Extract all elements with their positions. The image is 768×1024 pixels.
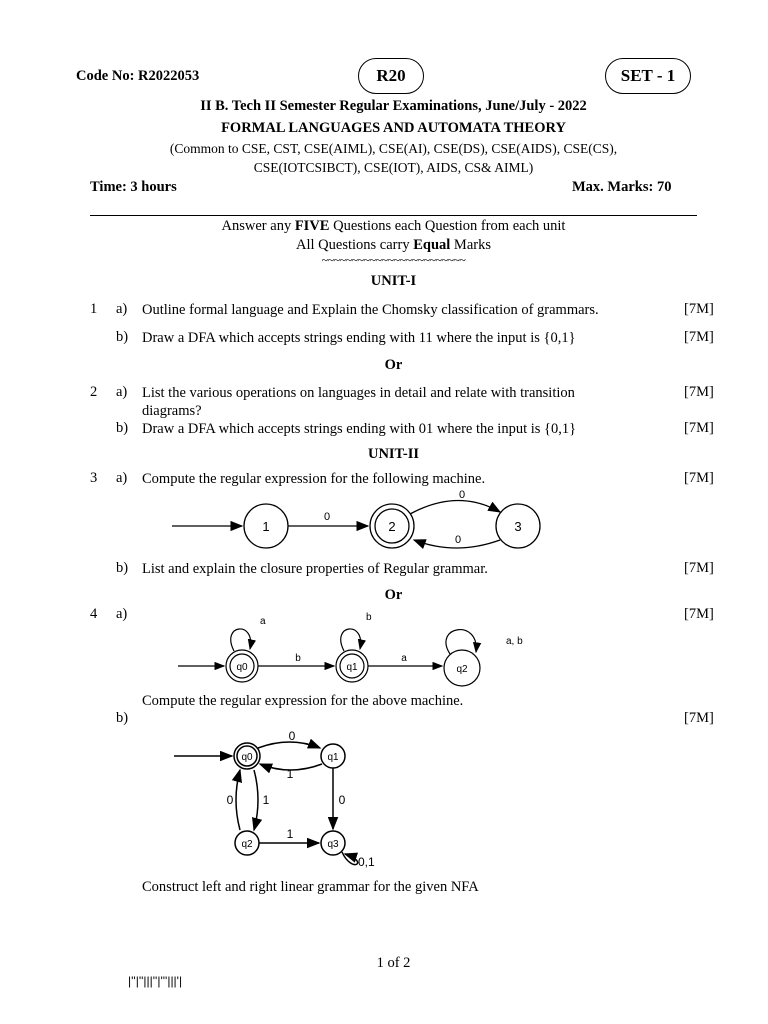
question-3a-text: Compute the regular expression for the following machine.	[142, 471, 486, 487]
self-loop	[231, 629, 251, 651]
question-part-label: a)	[116, 470, 128, 486]
question-2b-text: Draw a DFA which accepts strings ending with 01 where the input is {0,1}	[142, 421, 577, 437]
transition-label: 0	[288, 729, 296, 743]
self-loop	[342, 852, 358, 865]
question-1b-text: Draw a DFA which accepts strings ending with 11 where the input is {0,1}	[142, 330, 576, 346]
transition-arrow	[236, 770, 240, 830]
question-number: 2	[90, 384, 98, 400]
state-label: 1	[262, 519, 270, 534]
instruction-emphasis: Equal	[413, 237, 451, 253]
transition-label: a	[260, 616, 266, 627]
instruction-emphasis: FIVE	[294, 218, 330, 234]
instruction-text: Marks	[450, 237, 491, 253]
set-badge: SET - 1	[605, 58, 691, 94]
question-marks: [7M]	[684, 470, 714, 486]
state-label: q1	[327, 752, 339, 763]
question-1a-text: Outline formal language and Explain the Chomsky classification of grammars.	[142, 302, 599, 318]
question-marks: [7M]	[684, 710, 714, 726]
question-marks: [7M]	[684, 420, 714, 436]
question-4b-text: Construct left and right linear grammar for the given NFA	[142, 879, 479, 895]
question-number: 3	[90, 470, 98, 486]
transition-label: 0	[458, 490, 466, 501]
question-marks: [7M]	[684, 606, 714, 622]
question-part-label: a)	[116, 606, 128, 622]
question-part-label: b)	[116, 710, 129, 726]
transition-label: 0,1	[358, 855, 375, 869]
question-marks: [7M]	[684, 301, 714, 317]
question-2a-text: List the various operations on languages in detail and relate with transition diagrams?	[142, 385, 575, 419]
transition-label: 0	[338, 793, 346, 807]
state-label: q3	[327, 839, 339, 850]
question-part-label: a)	[116, 301, 128, 317]
transition-label: 1	[286, 767, 294, 781]
instruction-line2	[90, 237, 697, 254]
instruction-text: All Questions carry	[296, 237, 414, 253]
question-marks: [7M]	[684, 560, 714, 576]
question-part-label: b)	[116, 420, 129, 436]
state-label: q0	[241, 752, 253, 763]
transition-label: 0	[323, 511, 331, 523]
self-loop	[341, 629, 361, 651]
automaton-diagram-2	[170, 606, 540, 692]
state-label: 3	[514, 519, 522, 534]
question-part-label: a)	[116, 384, 128, 400]
page-number: 1 of 2	[376, 955, 411, 971]
transition-label: a	[401, 653, 407, 664]
exam-title: II B. Tech II Semester Regular Examinations, June/July - 2022	[200, 98, 587, 114]
header-divider	[90, 215, 697, 216]
question-number: 4	[90, 606, 98, 622]
transition-label: 0	[454, 534, 462, 546]
common-to-line2: CSE(IOTCSIBCT), CSE(IOT), AIDS, CS& AIML)	[253, 160, 534, 175]
state-label: 2	[388, 519, 396, 534]
question-part-label: b)	[116, 329, 129, 345]
question-marks: [7M]	[684, 329, 714, 345]
question-4a-text: Compute the regular expression for the above machine.	[142, 693, 464, 709]
common-to-line1: (Common to CSE, CST, CSE(AIML), CSE(AI), CSE(DS), CSE(AIDS), CSE(CS),	[169, 141, 618, 156]
exam-time: Time: 3 hours	[90, 179, 177, 195]
question-marks: [7M]	[684, 384, 714, 400]
question-3b-text: List and explain the closure properties of Regular grammar.	[142, 561, 488, 577]
instruction-text: Answer any	[221, 218, 295, 234]
transition-label: 1	[286, 827, 294, 841]
transition-arrow	[254, 770, 258, 830]
state-label: q0	[236, 662, 248, 673]
subject-title: FORMAL LANGUAGES AND AUTOMATA THEORY	[221, 120, 566, 136]
max-marks: Max. Marks: 70	[572, 179, 672, 195]
question-part-label: b)	[116, 560, 129, 576]
transition-label: 0	[226, 793, 234, 807]
instruction-text: Questions each Question from each unit	[329, 218, 566, 234]
transition-label: 1	[262, 793, 270, 807]
state-label: q2	[456, 664, 468, 675]
state-label: q1	[346, 662, 358, 673]
transition-label: a, b	[506, 636, 523, 647]
state-label: q2	[241, 839, 253, 850]
instruction-line1	[90, 218, 697, 235]
regulation-badge: R20	[358, 58, 424, 94]
transition-label: b	[295, 653, 301, 664]
question-number: 1	[90, 301, 98, 317]
exam-code: Code No: R2022053	[76, 68, 200, 84]
unit-heading-2: UNIT-II	[367, 446, 420, 462]
or-separator: Or	[384, 587, 403, 603]
barcode-text: |''|''|||''|'''|||'|	[128, 974, 183, 988]
or-separator: Or	[384, 357, 403, 373]
nfa-diagram	[170, 722, 400, 874]
automaton-diagram-1	[140, 490, 570, 560]
transition-label: b	[366, 612, 372, 623]
tilde-separator: ~~~~~~~~~~~~~~~~~~~~~~~~	[321, 253, 466, 267]
unit-heading-1: UNIT-I	[370, 273, 417, 289]
transition-arrow	[410, 500, 500, 514]
